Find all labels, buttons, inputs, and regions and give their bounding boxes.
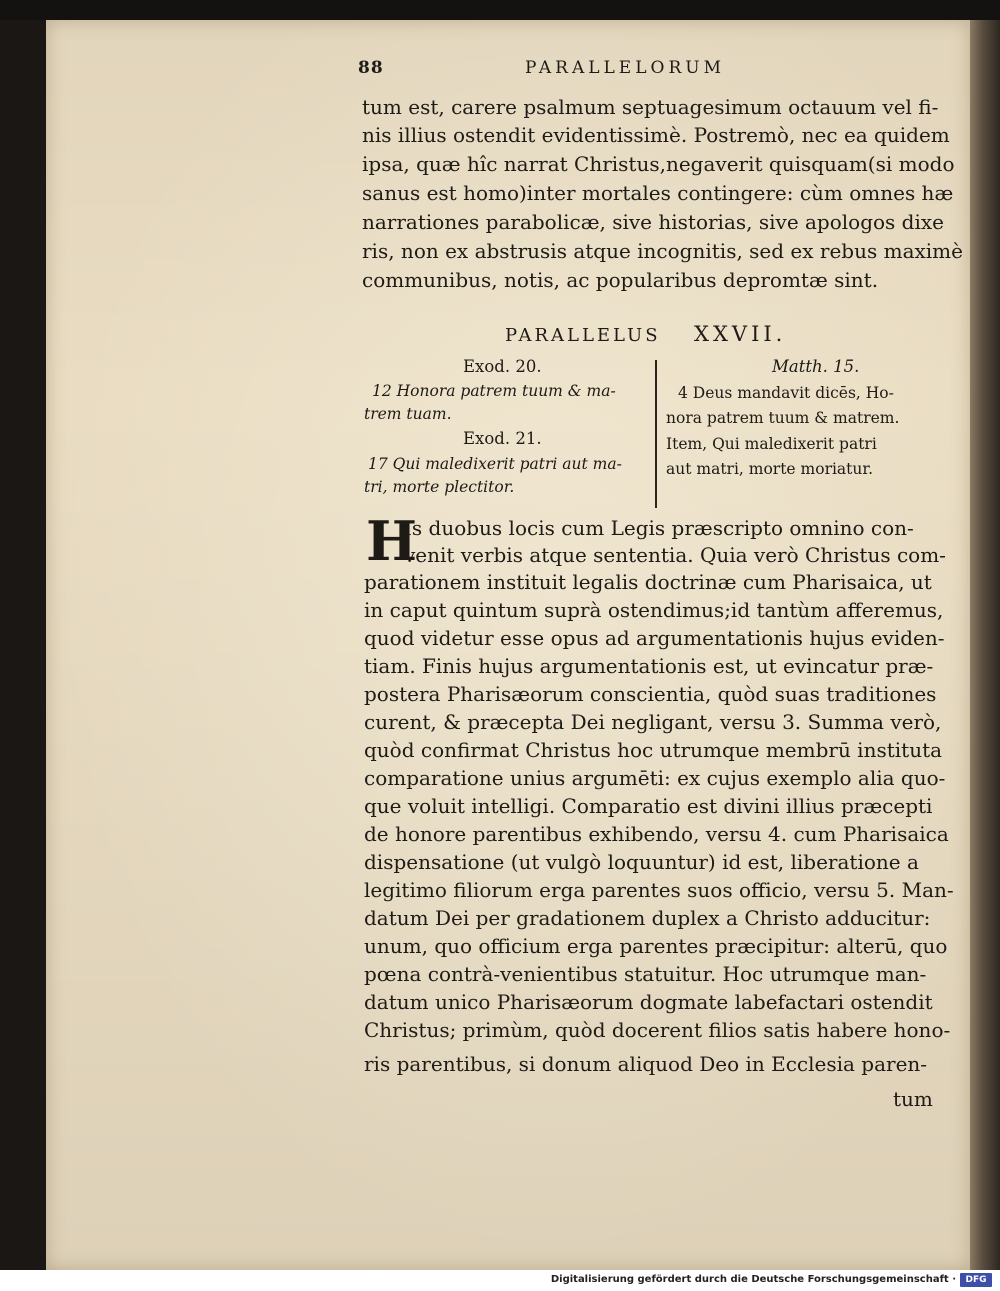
text-line: communibus, notis, ac popularibus depromtæ sint. — [362, 268, 879, 292]
text-line: legitimo filiorum erga parentes suos officio, versu 5. Man- — [364, 878, 954, 902]
text-line: comparatione unius argumēti: ex cujus exemplo alia quo- — [364, 766, 946, 790]
text-line: ipsa, quæ hîc narrat Christus,negaverit quisquam(si modo — [362, 152, 955, 176]
text-line: narrationes parabolicæ, sive historias, sive apologos dixe — [362, 210, 944, 234]
text-line: venit verbis atque sententia. Quia verò Christus com- — [404, 543, 946, 567]
verse-line: 17 Qui maledixerit patri aut ma- — [368, 455, 622, 473]
page-number: 88 — [358, 58, 384, 78]
section-heading: PARALLELUS — [505, 325, 661, 346]
text-line: de honore parentibus exhibendo, versu 4. cum Pharisaica — [364, 822, 949, 846]
section-number: XXVII. — [694, 322, 787, 346]
scripture-reference: Exod. 21. — [463, 429, 542, 448]
text-line: pœna contrà-venientibus statuitur. Hoc utrumque man- — [364, 962, 927, 986]
text-line: tiam. Finis hujus argumentationis est, ut evincatur præ- — [364, 654, 934, 678]
funding-credit: Digitalisierung gefördert durch die Deutsche Forschungsgemeinschaft · — [550, 1274, 956, 1285]
catchword: tum — [893, 1087, 933, 1111]
text-line: in caput quintum suprà ostendimus;id tantùm afferemus, — [364, 598, 944, 622]
text-line: sanus est homo)inter mortales contingere: cùm omnes hæ — [362, 181, 954, 205]
text-line: dispensatione (ut vulgò loquuntur) id est, liberatione a — [364, 850, 919, 874]
page-edge-shadow — [970, 20, 1000, 1270]
verse-line: aut matri, morte moriatur. — [666, 460, 874, 478]
credit-bar — [0, 1270, 1000, 1291]
text-line: quòd confirmat Christus hoc utrumque membrū instituta — [364, 738, 943, 762]
running-title: PARALLELORUM — [525, 58, 725, 78]
text-line: que voluit intelligi. Comparatio est divini illius præcepti — [364, 794, 933, 818]
verse-line: 12 Honora patrem tuum & ma- — [372, 382, 616, 400]
text-line: curent, & præcepta Dei negligant, versu 3. Summa verò, — [364, 710, 942, 734]
scan-frame-top — [0, 0, 1000, 20]
verse-line: 4 Deus mandavit dicēs, Ho- — [678, 384, 894, 402]
verse-line: tri, morte plectitor. — [364, 478, 515, 496]
scripture-reference: Exod. 20. — [463, 357, 542, 376]
text-line: Is duobus locis cum Legis præscripto omnino con- — [404, 516, 914, 540]
column-divider — [655, 360, 657, 508]
text-line: ris parentibus, si donum aliquod Deo in Ecclesia paren- — [364, 1052, 928, 1076]
verse-line: Item, Qui maledixerit patri — [666, 435, 877, 453]
verse-line: nora patrem tuum & matrem. — [666, 409, 900, 427]
text-line: postera Pharisæorum conscientia, quòd suas traditiones — [364, 682, 937, 706]
text-line: parationem instituit legalis doctrinæ cum Pharisaica, ut — [364, 570, 932, 594]
verse-line: trem tuam. — [364, 405, 452, 423]
text-line: nis illius ostendit evidentissimè. Postremò, nec ea quidem — [362, 123, 950, 147]
text-line: datum Dei per gradationem duplex a Christo adducitur: — [364, 906, 931, 930]
text-line: unum, quo officium erga parentes præcipitur: alterū, quo — [364, 934, 948, 958]
text-line: tum est, carere psalmum septuagesimum octauum vel fi- — [362, 95, 939, 119]
drop-capital: H — [366, 509, 418, 573]
dfg-logo: DFG — [960, 1273, 992, 1287]
text-line: Christus; primùm, quòd docerent filios satis habere hono- — [364, 1018, 951, 1042]
text-line: ris, non ex abstrusis atque incognitis, sed ex rebus maximè — [362, 239, 963, 263]
text-line: quod videtur esse opus ad argumentationis hujus eviden- — [364, 626, 945, 650]
scripture-reference: Matth. 15. — [772, 357, 860, 376]
text-line: datum unico Pharisæorum dogmate labefactari ostendit — [364, 990, 933, 1014]
